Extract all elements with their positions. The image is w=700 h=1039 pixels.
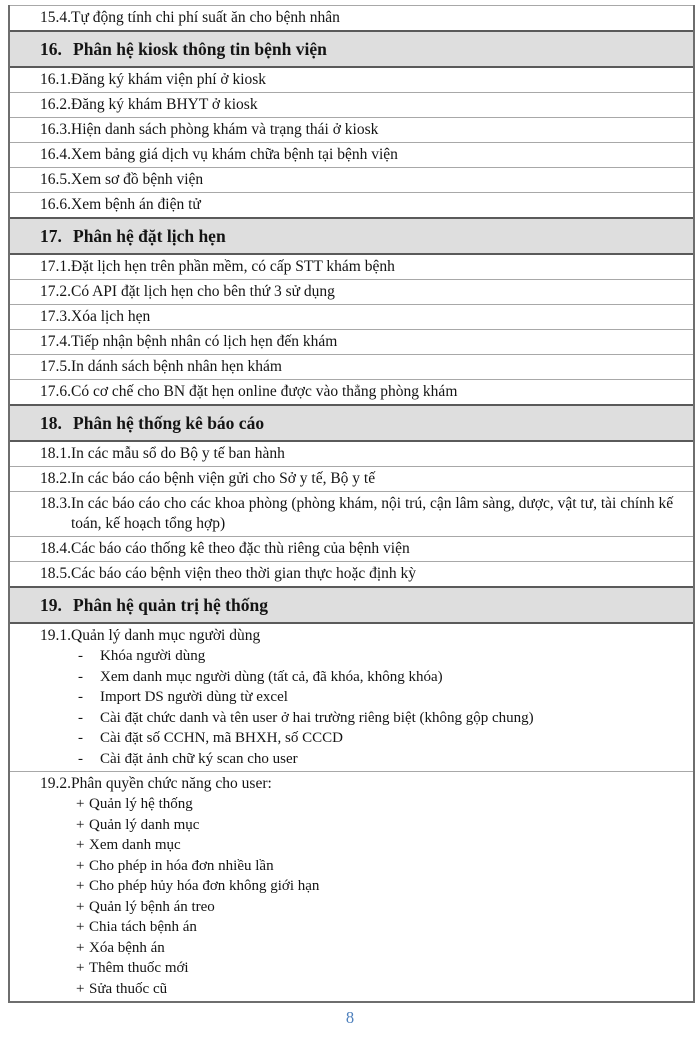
sub-item-text: Sửa thuốc cũ bbox=[89, 980, 168, 997]
sub-item-text: Cài đặt ảnh chữ ký scan cho user bbox=[100, 750, 298, 767]
sub-item-text: Khóa người dùng bbox=[100, 648, 206, 664]
plus-bullet: + bbox=[76, 939, 85, 956]
sub-item bbox=[71, 917, 683, 938]
item-number: 18.1. bbox=[40, 445, 71, 462]
item-text: Các báo cáo bệnh viện theo thời gian thực hoặc định kỳ bbox=[71, 565, 417, 582]
item-text: Đăng ký khám BHYT ở kiosk bbox=[71, 96, 258, 113]
requirement-row bbox=[10, 491, 693, 536]
sub-item-text: Thêm thuốc mới bbox=[89, 960, 189, 976]
sub-item bbox=[71, 856, 683, 877]
item-text: Có cơ chế cho BN đặt hẹn online được vào thẳng phòng khám bbox=[71, 383, 458, 400]
sub-item-text: Chia tách bệnh án bbox=[89, 919, 197, 935]
requirement-row bbox=[10, 68, 693, 92]
item-text: Phân quyền chức năng cho user: bbox=[71, 775, 272, 792]
sub-item bbox=[71, 667, 683, 688]
plus-bullet: + bbox=[76, 796, 85, 812]
item-number: 16.3. bbox=[40, 121, 71, 138]
requirement-row bbox=[10, 255, 693, 279]
dash-bullet: - bbox=[78, 750, 83, 767]
item-number: 16.2. bbox=[40, 96, 71, 113]
sub-item-text: Import DS người dùng từ excel bbox=[100, 689, 288, 705]
sub-item bbox=[71, 646, 683, 667]
section-number: 17. bbox=[40, 226, 62, 246]
requirement-row bbox=[10, 561, 693, 586]
dash-bullet: - bbox=[78, 730, 83, 746]
item-number: 19.1. bbox=[40, 627, 71, 644]
section-title: Phân hệ thống kê báo cáo bbox=[73, 413, 265, 433]
page-number: 8 bbox=[345, 1008, 355, 1027]
item-text: Xem sơ đồ bệnh viện bbox=[71, 171, 204, 188]
requirement-row bbox=[10, 92, 693, 117]
sub-item bbox=[71, 749, 683, 770]
item-number: 18.3. bbox=[40, 495, 71, 512]
section-title: Phân hệ đặt lịch hẹn bbox=[73, 226, 226, 246]
requirement-row bbox=[10, 771, 693, 1001]
item-text: In các báo cáo bệnh viện gửi cho Sở y tế, Bộ y tế bbox=[71, 470, 376, 487]
section-header-row bbox=[10, 586, 693, 624]
plus-bullet: + bbox=[76, 919, 85, 935]
sub-item-text: Cho phép in hóa đơn nhiều lần bbox=[89, 857, 274, 874]
requirement-row bbox=[10, 354, 693, 379]
item-number: 17.6. bbox=[40, 383, 71, 400]
section-header-row bbox=[10, 30, 693, 68]
sub-item-text: Xóa bệnh án bbox=[89, 939, 165, 956]
plus-bullet: + bbox=[76, 898, 85, 915]
section-header-row bbox=[10, 217, 693, 255]
requirement-row bbox=[10, 117, 693, 142]
section-number: 16. bbox=[40, 39, 62, 59]
item-number: 19.2. bbox=[40, 775, 71, 792]
requirement-row bbox=[10, 442, 693, 466]
requirement-row bbox=[10, 167, 693, 192]
item-number: 18.4. bbox=[40, 540, 71, 557]
requirement-row bbox=[10, 142, 693, 167]
section-number: 19. bbox=[40, 595, 62, 615]
item-number: 16.5. bbox=[40, 171, 71, 188]
item-number: 18.2. bbox=[40, 470, 71, 487]
requirement-row bbox=[10, 379, 693, 404]
sub-item bbox=[71, 794, 683, 815]
item-number: 16.1. bbox=[40, 71, 71, 88]
requirement-row bbox=[10, 192, 693, 217]
sub-item bbox=[71, 938, 683, 959]
item-text: Các báo cáo thống kê theo đặc thù riêng của bệnh viện bbox=[71, 540, 410, 557]
item-number: 15.4. bbox=[40, 9, 71, 26]
requirement-row bbox=[10, 624, 693, 771]
sub-item-text: Cho phép hủy hóa đơn không giới hạn bbox=[89, 878, 320, 894]
sub-item bbox=[71, 958, 683, 979]
sub-item bbox=[71, 708, 683, 729]
dash-bullet: - bbox=[78, 689, 83, 705]
item-number: 17.2. bbox=[40, 283, 71, 300]
item-number: 17.1. bbox=[40, 258, 71, 275]
requirement-row bbox=[10, 466, 693, 491]
dash-bullet: - bbox=[78, 668, 83, 685]
item-text: In dánh sách bệnh nhân hẹn khám bbox=[71, 358, 282, 375]
sub-item bbox=[71, 897, 683, 918]
sub-item-text: Xem danh mục người dùng (tất cả, đã khóa, không khóa) bbox=[100, 668, 443, 685]
item-text: Tự động tính chi phí suất ăn cho bệnh nhân bbox=[71, 9, 340, 26]
item-text: Xem bệnh án điện tử bbox=[71, 196, 201, 213]
item-number: 16.6. bbox=[40, 196, 71, 213]
item-text: Đặt lịch hẹn trên phần mềm, có cấp STT khám bệnh bbox=[71, 258, 395, 275]
sub-item bbox=[71, 979, 683, 1000]
requirement-row bbox=[10, 536, 693, 561]
item-text: Xóa lịch hẹn bbox=[71, 308, 151, 325]
requirement-row bbox=[10, 329, 693, 354]
page-footer bbox=[0, 1008, 700, 1028]
sub-item bbox=[71, 835, 683, 856]
sub-item-text: Cài đặt số CCHN, mã BHXH, số CCCD bbox=[100, 730, 343, 746]
item-number: 17.3. bbox=[40, 308, 71, 325]
item-content bbox=[71, 774, 683, 999]
item-text: Quản lý danh mục người dùng bbox=[71, 627, 261, 644]
plus-bullet: + bbox=[76, 980, 85, 997]
dash-bullet: - bbox=[78, 648, 83, 664]
sub-item-text: Quản lý danh mục bbox=[89, 816, 200, 833]
sub-item bbox=[71, 876, 683, 897]
item-text: Có API đặt lịch hẹn cho bên thứ 3 sử dụng bbox=[71, 283, 335, 300]
item-text: Xem bảng giá dịch vụ khám chữa bệnh tại bệnh viện bbox=[71, 146, 398, 163]
plus-bullet: + bbox=[76, 837, 85, 853]
item-text: Hiện danh sách phòng khám và trạng thái ở kiosk bbox=[71, 121, 379, 138]
requirement-row bbox=[10, 304, 693, 329]
plus-bullet: + bbox=[76, 960, 85, 976]
item-text: In các mẫu sổ do Bộ y tế ban hành bbox=[71, 445, 285, 462]
plus-bullet: + bbox=[76, 878, 85, 894]
requirement-row bbox=[10, 5, 693, 30]
item-number: 17.5. bbox=[40, 358, 71, 375]
section-number: 18. bbox=[40, 413, 62, 433]
sub-item-text: Quản lý hệ thống bbox=[89, 796, 193, 812]
requirement-row bbox=[10, 279, 693, 304]
sub-item bbox=[71, 815, 683, 836]
item-text: Đăng ký khám viện phí ở kiosk bbox=[71, 71, 267, 88]
plus-bullet: + bbox=[76, 857, 85, 874]
item-number: 18.5. bbox=[40, 565, 71, 582]
sub-item-text: Quản lý bệnh án treo bbox=[89, 898, 215, 915]
sub-item-text: Cài đặt chức danh và tên user ở hai trường riêng biệt (không gộp chung) bbox=[100, 709, 534, 726]
item-text: In các báo cáo cho các khoa phòng (phòng khám, nội trú, cận lâm sàng, dược, vật tư, tài chính kế toán, kế hoạch tổng hợp) bbox=[71, 495, 674, 532]
section-header-row bbox=[10, 404, 693, 442]
plus-bullet: + bbox=[76, 816, 85, 833]
section-title: Phân hệ quản trị hệ thống bbox=[73, 595, 268, 615]
item-number: 16.4. bbox=[40, 146, 71, 163]
dash-bullet: - bbox=[78, 709, 83, 726]
section-title: Phân hệ kiosk thông tin bệnh viện bbox=[73, 39, 327, 59]
sub-item bbox=[71, 728, 683, 749]
item-text: Tiếp nhận bệnh nhân có lịch hẹn đến khám bbox=[71, 333, 338, 350]
sub-item bbox=[71, 687, 683, 708]
item-number: 17.4. bbox=[40, 333, 71, 350]
sub-item-text: Xem danh mục bbox=[89, 837, 181, 853]
item-content bbox=[71, 626, 683, 769]
requirements-table bbox=[8, 5, 695, 1003]
